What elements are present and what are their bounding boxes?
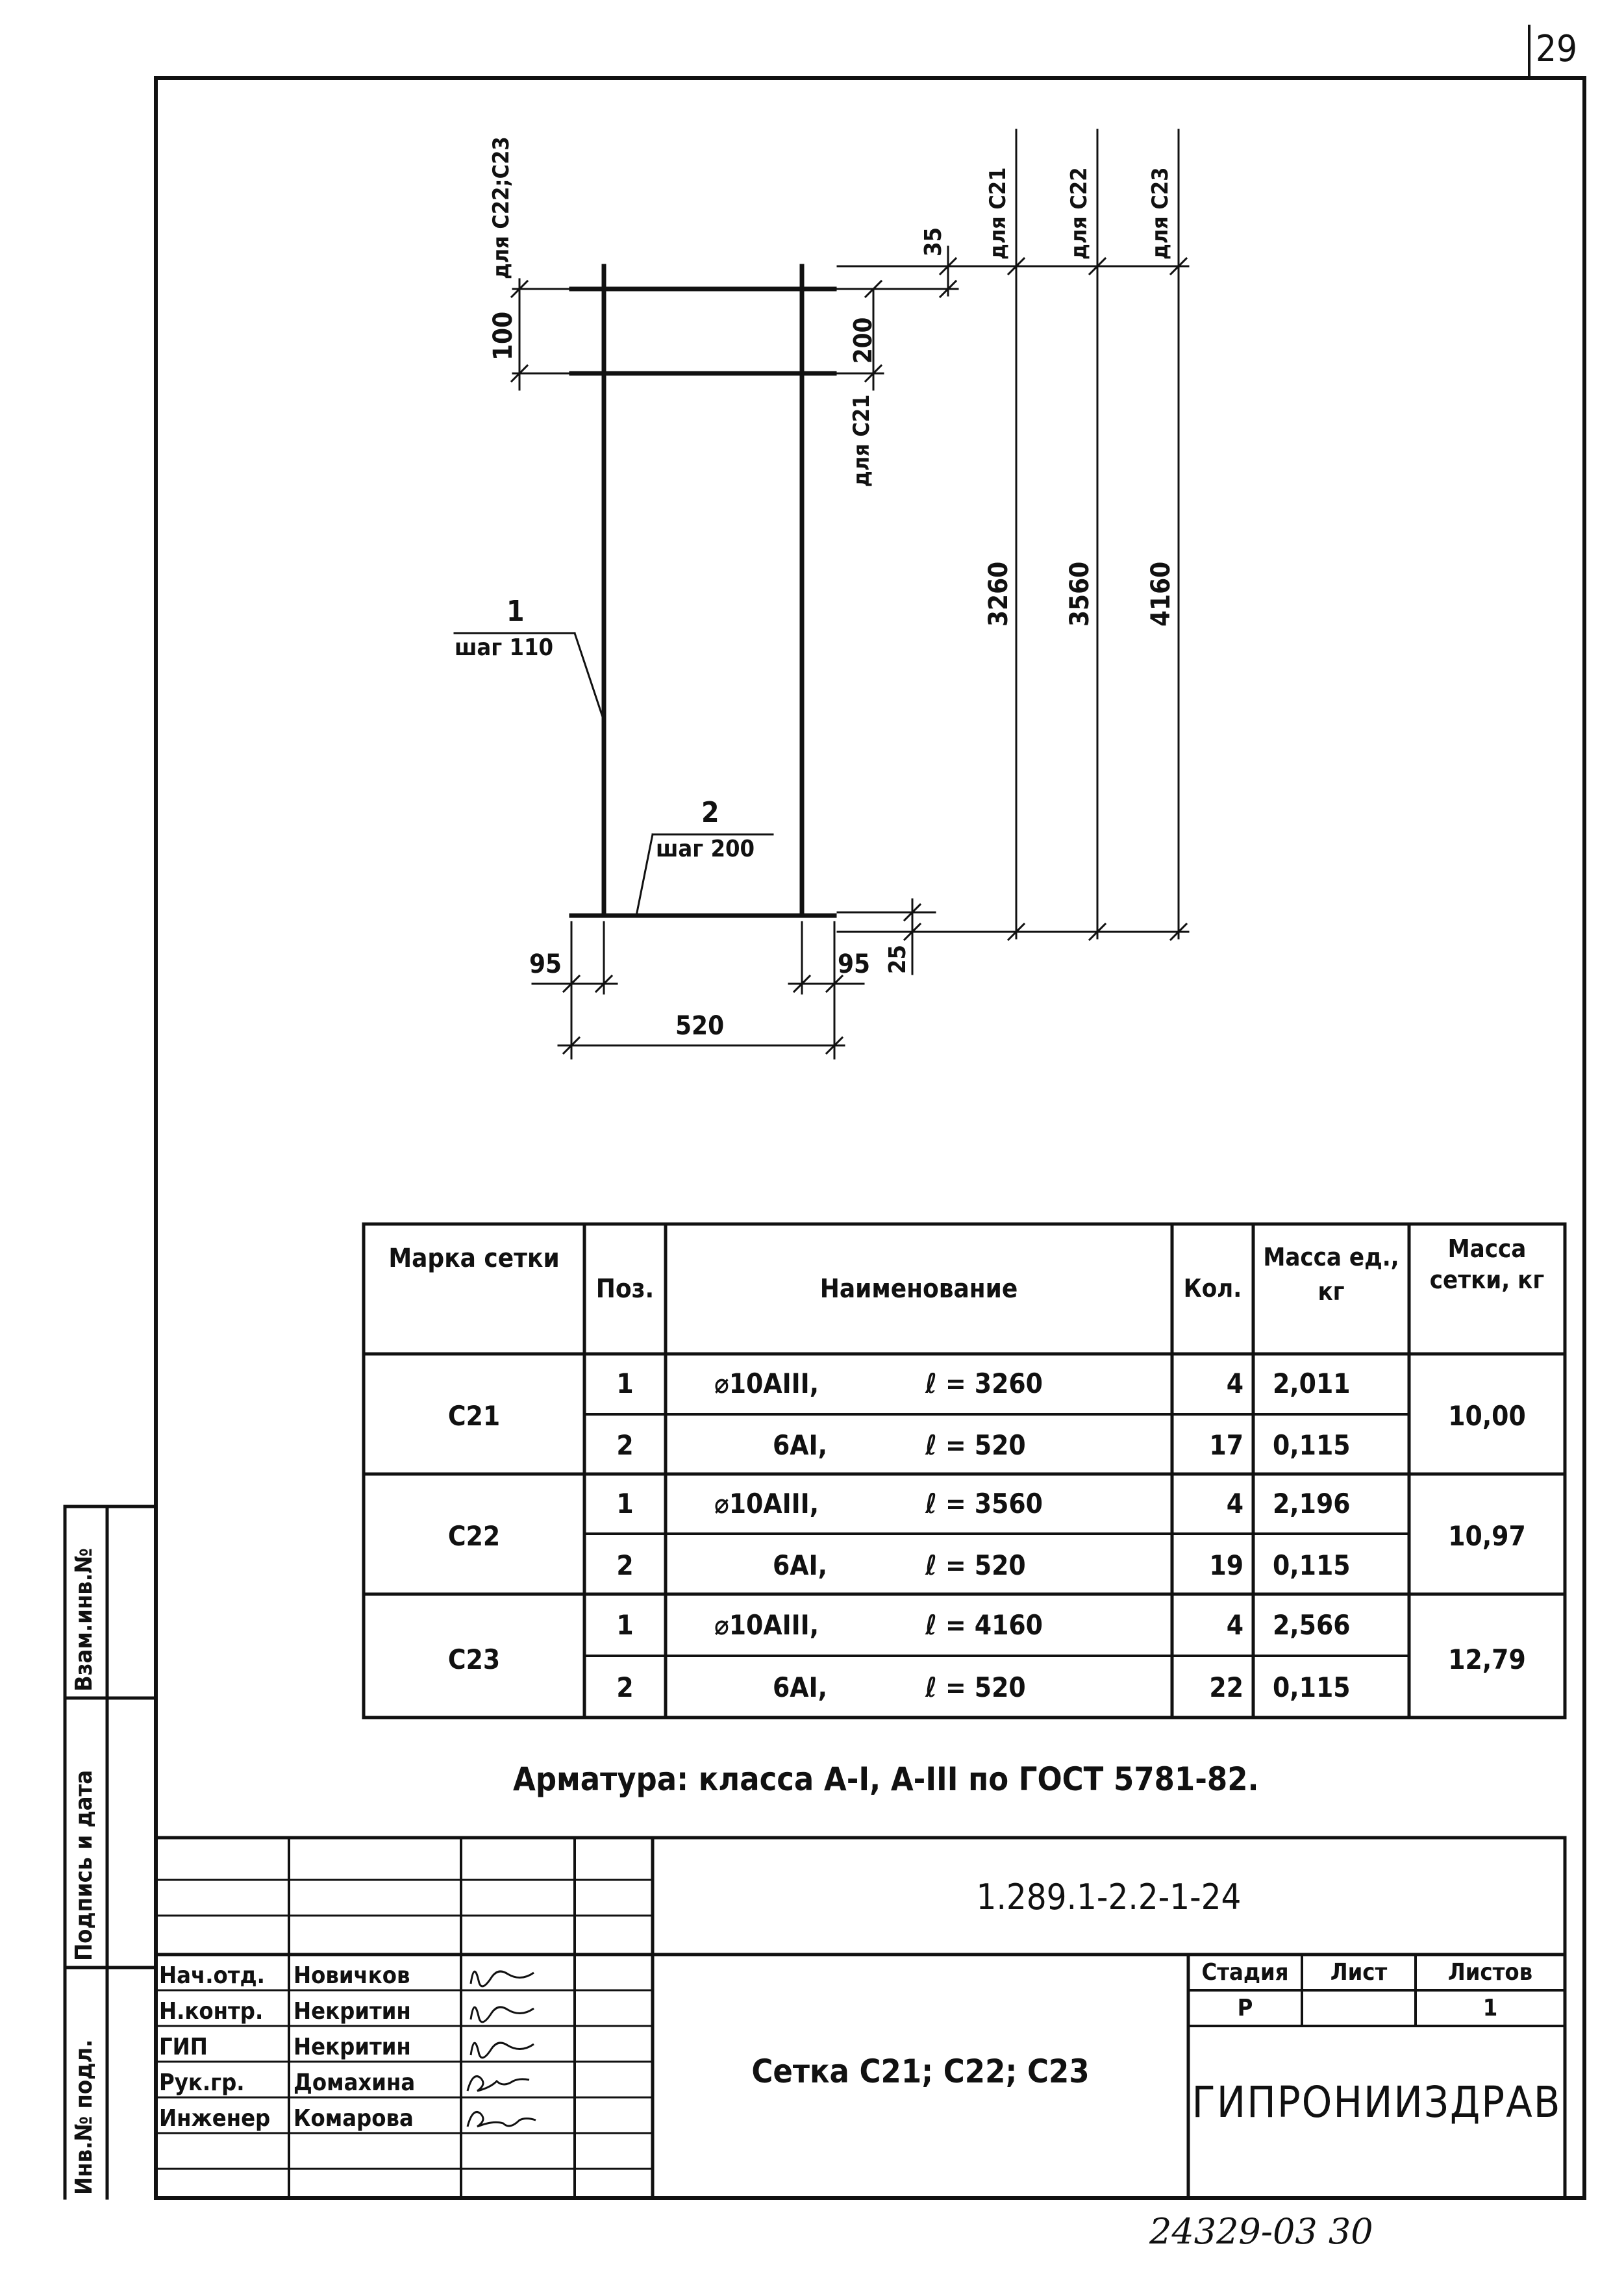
reinforcement-note: Арматура: класса А-I, А-III по ГОСТ 5781-82. [513,1760,1259,1798]
note-for-c22-c23: для С22;С23 [488,136,514,279]
row-length: ℓ = 3260 [925,1368,1043,1399]
row-pos: 1 [616,1368,634,1399]
note-for-c22-top: для С22 [1066,167,1092,260]
group-mark: С22 [447,1520,501,1552]
staff-name: Некритин [294,2034,411,2060]
dim-100: 100 [488,311,518,360]
row-unit-mass: 2,196 [1273,1488,1351,1519]
row-pos: 2 [616,1671,634,1703]
doc-code: 1.289.1-2.2-1-24 [976,1877,1242,1918]
archive-number: 24329-03 30 [1149,2211,1373,2252]
dim-200: 200 [849,317,877,364]
row-length: ℓ = 4160 [925,1609,1043,1641]
note-for-c23-top: для С23 [1147,167,1173,260]
group-mark: С23 [447,1643,501,1675]
pos1-step: шаг 110 [455,634,554,661]
group-mesh-mass: 10,00 [1448,1400,1526,1432]
staff-name: Некритин [294,1998,411,2025]
row-qty: 4 [1226,1368,1243,1399]
staff-role: ГИП [159,2034,208,2060]
row-qty: 22 [1209,1671,1243,1703]
row-name: 6АI, [773,1549,827,1581]
side-sign-date: Подпись и дата [71,1769,97,1961]
pos2-step: шаг 200 [656,836,755,862]
side-inv-number: Инв.№ подл. [71,2039,97,2195]
row-name: ⌀10АIII, [714,1488,819,1519]
row-pos: 1 [616,1488,634,1519]
pos2-number: 2 [701,796,719,829]
row-pos: 1 [616,1609,634,1641]
note-for-c21-side: для С21 [849,394,875,487]
dim-520: 520 [675,1011,725,1041]
row-length: ℓ = 520 [925,1671,1026,1703]
header-unit-mass: Масса ед., кг [1263,1243,1399,1306]
row-qty: 19 [1209,1549,1243,1581]
sheet-number: 29 [1536,28,1578,70]
row-length: ℓ = 520 [925,1429,1026,1461]
row-length: ℓ = 3560 [925,1488,1043,1519]
stage-label: Стадия [1201,1959,1289,1986]
side-replace-inv: Взам.инв.№ [71,1548,97,1692]
row-qty: 4 [1226,1609,1243,1641]
dim-95-right: 95 [838,949,871,979]
row-name: 6АI, [773,1429,827,1461]
row-unit-mass: 2,011 [1273,1368,1351,1399]
header-pos: Поз. [595,1274,655,1304]
sheets-label: Листов [1447,1959,1533,1986]
sheet-label: Лист [1330,1959,1388,1986]
row-unit-mass: 0,115 [1273,1429,1351,1461]
signatures [468,1971,536,2127]
group-mesh-mass: 10,97 [1448,1520,1526,1552]
dim-35: 35 [920,227,947,256]
row-unit-mass: 0,115 [1273,1549,1351,1581]
row-length: ℓ = 520 [925,1549,1026,1581]
staff-name: Домахина [294,2069,416,2096]
sheets-value: 1 [1482,1995,1498,2021]
dim-25: 25 [884,944,911,974]
staff-name: Комарова [294,2105,414,2132]
row-qty: 4 [1226,1488,1243,1519]
staff-name: Новичков [294,1962,410,1989]
note-for-c21-top: для С21 [985,167,1011,260]
row-name: ⌀10АIII, [714,1368,819,1399]
row-pos: 2 [616,1429,634,1461]
dim-4160: 4160 [1146,561,1176,627]
row-qty: 17 [1209,1429,1243,1461]
row-pos: 2 [616,1549,634,1581]
group-mark: С21 [447,1400,501,1432]
header-qty: Кол. [1183,1274,1242,1303]
row-unit-mass: 2,566 [1273,1609,1351,1641]
group-mesh-mass: 12,79 [1448,1643,1526,1675]
staff-role: Н.контр. [159,1998,264,2025]
row-name: 6АI, [773,1671,827,1703]
header-mark: Марка сетки [388,1243,560,1273]
staff-role: Инженер [159,2105,271,2132]
staff-role: Нач.отд. [159,1962,265,1989]
dim-95-left: 95 [529,949,562,979]
stage-value: Р [1237,1995,1253,2021]
header-mesh-mass: Масса сетки, кг [1429,1234,1545,1294]
dim-3260: 3260 [984,561,1014,627]
header-name: Наименование [819,1274,1018,1304]
staff-role: Рук.гр. [159,2069,245,2096]
row-unit-mass: 0,115 [1273,1671,1351,1703]
dim-3560: 3560 [1065,561,1095,627]
row-name: ⌀10АIII, [714,1609,819,1641]
drawing-title: Сетка С21; С22; С23 [751,2053,1090,2090]
organization: ГИПРОНИИЗДРАВ [1192,2077,1562,2127]
pos1-number: 1 [506,595,525,628]
